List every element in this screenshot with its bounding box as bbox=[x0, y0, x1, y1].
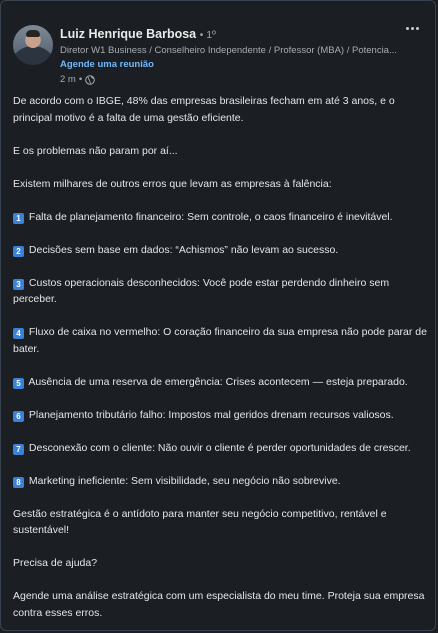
post-paragraph: E os problemas não param por aí... bbox=[13, 144, 178, 157]
number-badge-icon: 4 bbox=[13, 328, 24, 339]
more-options-icon[interactable] bbox=[401, 21, 423, 35]
post-paragraph: Existem milhares de outros erros que levam as empresas à falência: bbox=[13, 177, 332, 190]
post-body bbox=[13, 93, 429, 621]
post-paragraph: Agende uma análise estratégica com um especialista do meu time. Proteja sua empresa contra esses erros. bbox=[13, 590, 425, 619]
list-item bbox=[13, 209, 429, 226]
globe-icon bbox=[85, 75, 95, 85]
post-paragraph: Gestão estratégica é o antídoto para manter seu negócio competitivo, rentável e sustentável! bbox=[13, 507, 387, 536]
author-headline: Diretor W1 Business / Conselheiro Independente / Professor (MBA) / Potencia... bbox=[60, 45, 397, 56]
list-item bbox=[13, 242, 429, 259]
number-badge-icon: 8 bbox=[13, 477, 24, 488]
avatar[interactable] bbox=[13, 25, 53, 65]
post-time-value: 2 m bbox=[60, 74, 76, 85]
post-header bbox=[13, 25, 423, 85]
number-badge-icon: 3 bbox=[13, 279, 24, 290]
separator: • bbox=[78, 74, 83, 85]
author-name[interactable]: Luiz Henrique Barbosa bbox=[60, 27, 197, 41]
list-item-text: Desconexão com o cliente: Não ouvir o cliente é perder oportunidades de crescer. bbox=[28, 441, 411, 454]
number-badge-icon: 1 bbox=[13, 213, 24, 224]
list-item bbox=[13, 374, 429, 391]
author-name-line bbox=[60, 26, 410, 43]
list-item-text: Decisões sem base em dados: “Achismos” não levam ao sucesso. bbox=[28, 243, 339, 256]
number-badge-icon: 6 bbox=[13, 411, 24, 422]
list-item-text: Planejamento tributário falho: Impostos mal geridos drenam recursos valiosos. bbox=[28, 408, 394, 421]
list-item-text: Ausência de uma reserva de emergência: Crises acontecem — esteja preparado. bbox=[28, 375, 408, 388]
number-badge-icon: 7 bbox=[13, 444, 24, 455]
list-item-text: Marketing ineficiente: Sem visibilidade, seu negócio não sobrevive. bbox=[28, 474, 341, 487]
list-item-text: Falta de planejamento financeiro: Sem controle, o caos financeiro é inevitável. bbox=[28, 210, 393, 223]
list-item bbox=[13, 440, 429, 457]
list-item bbox=[13, 473, 429, 490]
schedule-meeting-link[interactable]: Agende uma reunião bbox=[60, 59, 154, 70]
post-paragraph: De acordo com o IBGE, 48% das empresas brasileiras fecham em até 3 anos, e o principal motivo é a falta de uma gestão eficiente. bbox=[13, 95, 395, 124]
degree-value: 1º bbox=[206, 29, 216, 41]
list-item bbox=[13, 324, 429, 357]
list-item bbox=[13, 407, 429, 424]
post-paragraph: Precisa de ajuda? bbox=[13, 557, 98, 569]
author-meta bbox=[60, 26, 410, 87]
list-item-text: Fluxo de caixa no vermelho: O coração financeiro da sua empresa não pode parar de bater. bbox=[13, 326, 427, 355]
post-time bbox=[60, 73, 410, 87]
problem-list bbox=[13, 209, 429, 490]
number-badge-icon: 5 bbox=[13, 378, 24, 389]
list-item bbox=[13, 275, 429, 308]
number-badge-icon: 2 bbox=[13, 246, 24, 257]
list-item-text: Custos operacionais desconhecidos: Você pode estar perdendo dinheiro sem perceber. bbox=[13, 276, 390, 305]
connection-degree: • 1º bbox=[199, 29, 216, 41]
